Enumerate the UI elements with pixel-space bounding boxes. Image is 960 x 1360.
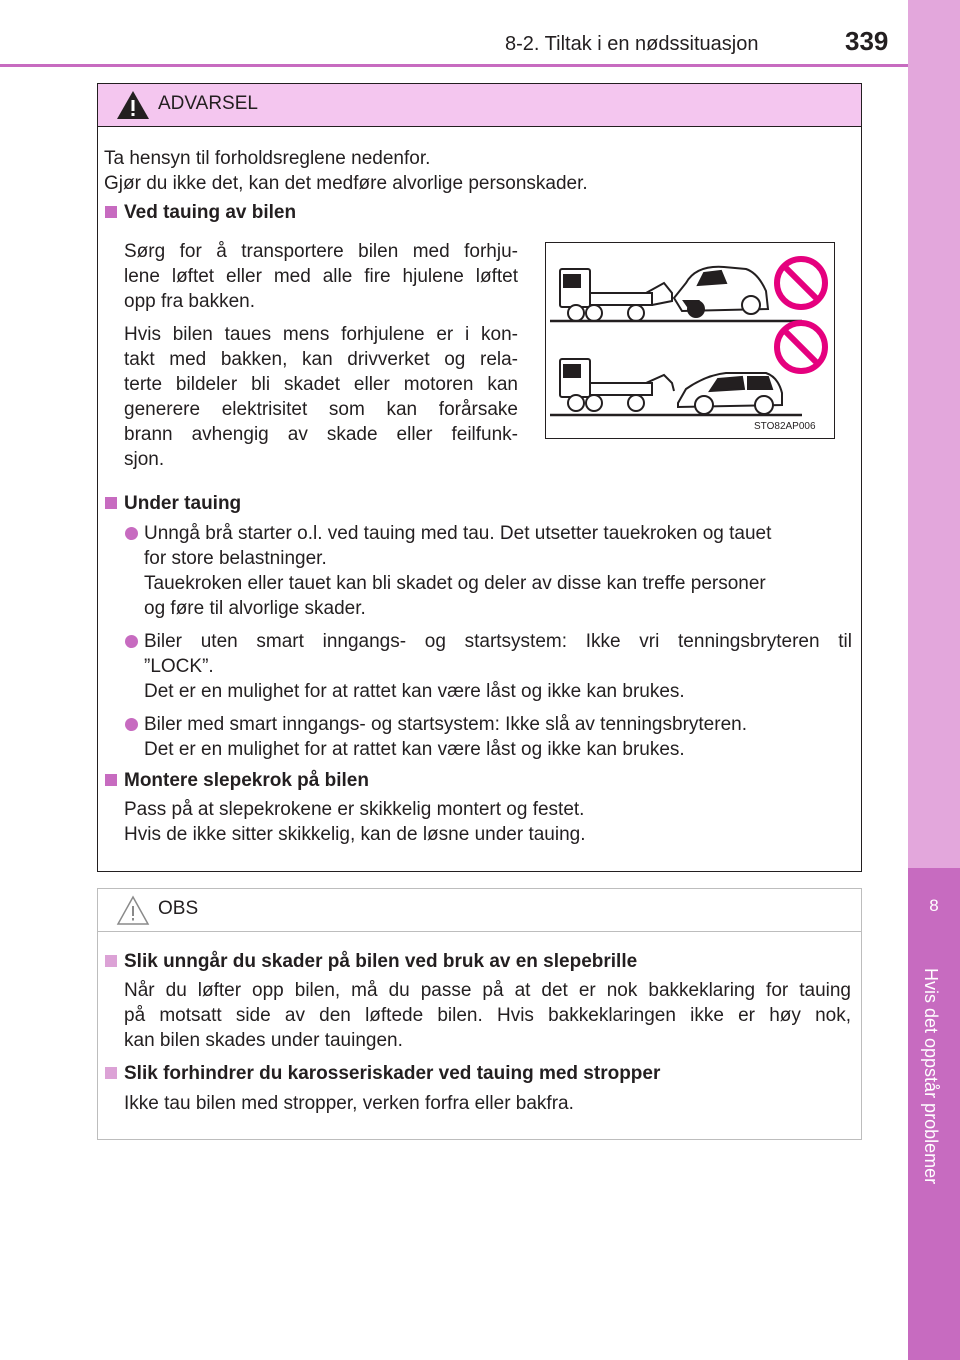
paragraph-line: Pass på at slepekrokene er skikkelig montert og festet.: [124, 799, 585, 820]
paragraph-line: Når du løfter opp bilen, må du passe på at det er nok bakkeklaring for tauing: [124, 980, 851, 1001]
paragraph-line: Hvis bilen taues mens forhjulene er i kon-: [124, 324, 518, 345]
paragraph-line: Unngå brå starter o.l. ved tauing med tau. Det utsetter tauekroken og tauet: [144, 523, 772, 544]
tow-truck-illustration: [546, 243, 834, 438]
bullet-square: [105, 497, 117, 509]
page-number: 339: [845, 26, 889, 56]
bullet-dot: [125, 527, 138, 540]
warning-intro-2: Gjør du ikke det, kan det medføre alvorlige personskader.: [104, 173, 588, 194]
paragraph-line: Hvis de ikke sitter skikkelig, kan de løsne under tauing.: [124, 824, 586, 845]
paragraph-line: Det er en mulighet for at rattet kan være låst og ikke kan brukes.: [144, 739, 685, 760]
notice-title: OBS: [158, 898, 199, 919]
prohibited-icon-upper: [777, 259, 825, 307]
notice-triangle-icon: [116, 894, 150, 926]
section-heading: Under tauing: [124, 493, 242, 514]
warning-triangle-icon: [116, 89, 150, 121]
bullet-square: [105, 1067, 117, 1079]
warning-intro-1: Ta hensyn til forholdsreglene nedenfor.: [104, 148, 431, 169]
paragraph-line: Biler med smart inngangs- og startsystem: Ikke slå av tenningsbryteren.: [144, 714, 747, 735]
paragraph-line: generere elektrisitet som kan forårsake: [124, 399, 518, 420]
paragraph-line: lene løftet eller med alle fire hjulene løftet: [124, 266, 518, 287]
paragraph-line: kan bilen skades under tauingen.: [124, 1030, 403, 1051]
paragraph-line: på motsatt side av den løftede bilen. Hvis bakkeklaringen ikke er høy nok,: [124, 1005, 851, 1026]
warning-title: ADVARSEL: [158, 93, 258, 114]
paragraph-line: og føre til alvorlige skader.: [144, 598, 366, 619]
section-heading: Slik forhindrer du karosseriskader ved tauing med stropper: [124, 1063, 661, 1084]
section-heading: Slik unngår du skader på bilen ved bruk av en slepebrille: [124, 951, 638, 972]
section-heading: Montere slepekrok på bilen: [124, 770, 369, 791]
paragraph-line: Tauekroken eller tauet kan bli skadet og deler av disse kan treffe personer: [144, 573, 766, 594]
tow-truck-lower: [560, 359, 782, 414]
warning-header: [98, 84, 861, 127]
warning-box: [97, 83, 862, 872]
paragraph-line: for store belastninger.: [144, 548, 327, 569]
bullet-square: [105, 206, 117, 218]
bullet-square: [105, 774, 117, 786]
bullet-dot: [125, 635, 138, 648]
notice-box: [97, 888, 862, 1140]
paragraph-line: opp fra bakken.: [124, 291, 255, 312]
notice-header: [98, 889, 861, 932]
chapter-title: Hvis det oppstår problemer: [921, 968, 941, 1185]
paragraph-line: Sørg for å transportere bilen med forhju-: [124, 241, 518, 262]
section-heading: Ved tauing av bilen: [124, 202, 297, 223]
paragraph-line: Biler uten smart inngangs- og startsystem: Ikke vri tenningsbryteren til: [144, 631, 852, 652]
figure-code: STO82AP006: [754, 421, 816, 432]
paragraph-line: takt med bakken, kan drivverket og rela-: [124, 349, 518, 370]
tow-truck-upper: [560, 267, 768, 321]
prohibited-icon-lower: [777, 323, 825, 371]
bullet-square: [105, 955, 117, 967]
bullet-dot: [125, 718, 138, 731]
paragraph-line: brann avhengig av skade eller feilfunk-: [124, 424, 518, 445]
section-title: 8-2. Tiltak i en nødssituasjon: [505, 33, 759, 55]
towing-illustration: [545, 242, 835, 439]
header-rule: [0, 64, 908, 67]
paragraph-line: terte bildeler bli skadet eller motoren kan: [124, 374, 518, 395]
paragraph-line: sjon.: [124, 449, 165, 470]
chapter-number: 8: [929, 896, 939, 915]
paragraph-line: ”LOCK”.: [144, 656, 214, 677]
paragraph-line: Ikke tau bilen med stropper, verken forfra eller bakfra.: [124, 1093, 574, 1114]
paragraph-line: Det er en mulighet for at rattet kan være låst og ikke kan brukes.: [144, 681, 685, 702]
